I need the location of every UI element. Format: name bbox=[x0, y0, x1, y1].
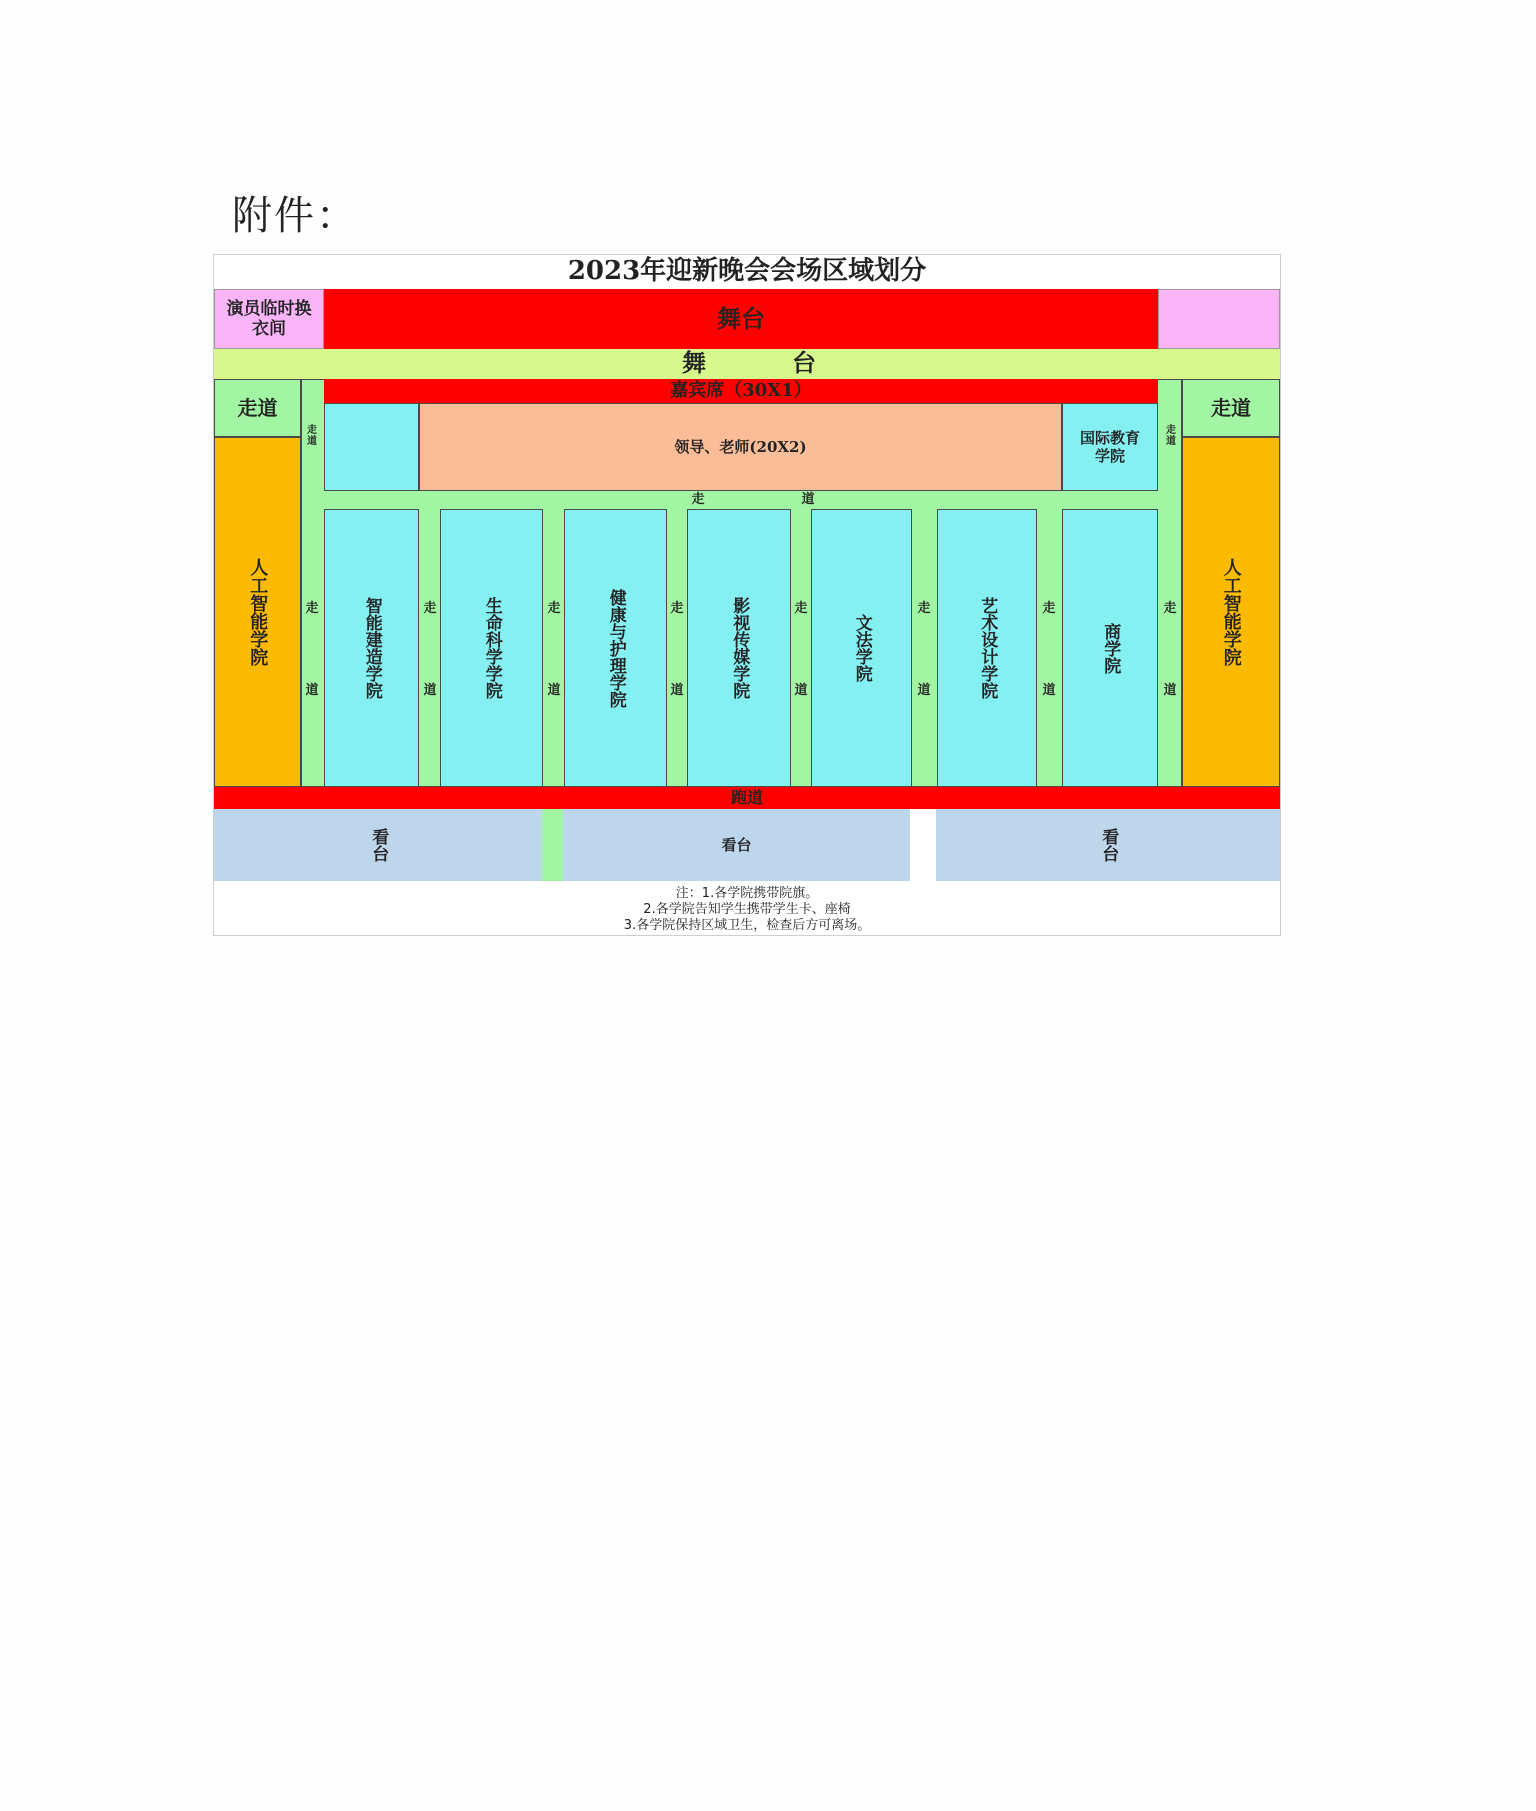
note-line-2: 2.各学院告知学生携带学生卡、座椅 bbox=[643, 902, 851, 917]
aisle-label-8-zou: 走 bbox=[1163, 601, 1177, 617]
leaders-teachers-seats: 领导、老师(20X2) bbox=[419, 403, 1062, 491]
aisle-label-8-dao: 道 bbox=[1163, 683, 1177, 699]
ai-college-right: 人工智能学院 bbox=[1182, 437, 1280, 787]
diagram-title: 2023年迎新晚会会场区域划分 bbox=[567, 256, 927, 287]
notes bbox=[214, 885, 1280, 935]
aisle-char-dao: 道 bbox=[307, 436, 317, 447]
reserved-block-left bbox=[324, 403, 419, 491]
running-track: 跑道 bbox=[214, 787, 1280, 809]
stands-center: 看台 bbox=[563, 809, 910, 881]
guest-seats: 嘉宾席（30X1） bbox=[324, 379, 1158, 403]
aisle-horizontal-dao: 道 bbox=[801, 492, 815, 508]
aisle-char-zou: 走 bbox=[307, 425, 317, 436]
aisle-label-3-zou: 走 bbox=[547, 601, 561, 617]
aisle-char-zou: 走 bbox=[1166, 425, 1176, 436]
aisle-header-left: 走道 bbox=[214, 379, 301, 437]
college-block-4: 影视传媒学院 bbox=[687, 509, 791, 787]
stands-left: 看台 bbox=[214, 809, 542, 881]
note-line-1: 注：1.各学院携带院旗。 bbox=[675, 886, 819, 901]
college-block-5: 文法学院 bbox=[811, 509, 912, 787]
attachment-heading: 附件： bbox=[232, 193, 358, 239]
aisle-label-4-zou: 走 bbox=[670, 601, 684, 617]
college-block-3: 健康与护理学院 bbox=[564, 509, 667, 787]
stands-right: 看台 bbox=[936, 809, 1280, 881]
college-block-6: 艺术设计学院 bbox=[937, 509, 1037, 787]
college-block-7: 商学院 bbox=[1062, 509, 1158, 787]
stands-gap-left bbox=[542, 809, 563, 881]
aisle-header-right: 走道 bbox=[1182, 379, 1280, 437]
dressing-room: 演员临时换衣间 bbox=[214, 289, 324, 349]
venue-diagram bbox=[213, 254, 1281, 936]
aisle-label-1-dao: 道 bbox=[305, 683, 319, 699]
note-line-3: 3.各学院保持区域卫生，检查后方可离场。 bbox=[623, 918, 871, 933]
dressing-area-right bbox=[1158, 289, 1280, 349]
college-block-1: 智能建造学院 bbox=[324, 509, 419, 787]
stage-front bbox=[214, 349, 1280, 379]
aisle-label-5-zou: 走 bbox=[794, 601, 808, 617]
aisle-label-5-dao: 道 bbox=[794, 683, 808, 699]
aisle-label-top-left bbox=[305, 421, 319, 451]
aisle-label-7-dao: 道 bbox=[1042, 683, 1056, 699]
aisle-label-7-zou: 走 bbox=[1042, 601, 1056, 617]
college-block-2: 生命科学学院 bbox=[440, 509, 543, 787]
ai-college-left: 人工智能学院 bbox=[214, 437, 301, 787]
stage-front-char-1: 舞 bbox=[682, 348, 706, 377]
aisle-label-2-dao: 道 bbox=[423, 683, 437, 699]
aisle-label-2-zou: 走 bbox=[423, 601, 437, 617]
aisle-label-4-dao: 道 bbox=[670, 683, 684, 699]
aisle-label-6-dao: 道 bbox=[917, 683, 931, 699]
intl-education-college: 国际教育学院 bbox=[1062, 403, 1158, 491]
aisle-label-6-zou: 走 bbox=[917, 601, 931, 617]
aisle-char-dao: 道 bbox=[1166, 436, 1176, 447]
stage-front-char-2: 台 bbox=[792, 348, 816, 377]
stage-main: 舞台 bbox=[324, 289, 1158, 349]
aisle-horizontal-zou: 走 bbox=[691, 492, 705, 508]
aisle-label-3-dao: 道 bbox=[547, 683, 561, 699]
stands-gap-right bbox=[910, 809, 936, 881]
aisle-label-top-right bbox=[1164, 421, 1178, 451]
aisle-label-1-zou: 走 bbox=[305, 601, 319, 617]
